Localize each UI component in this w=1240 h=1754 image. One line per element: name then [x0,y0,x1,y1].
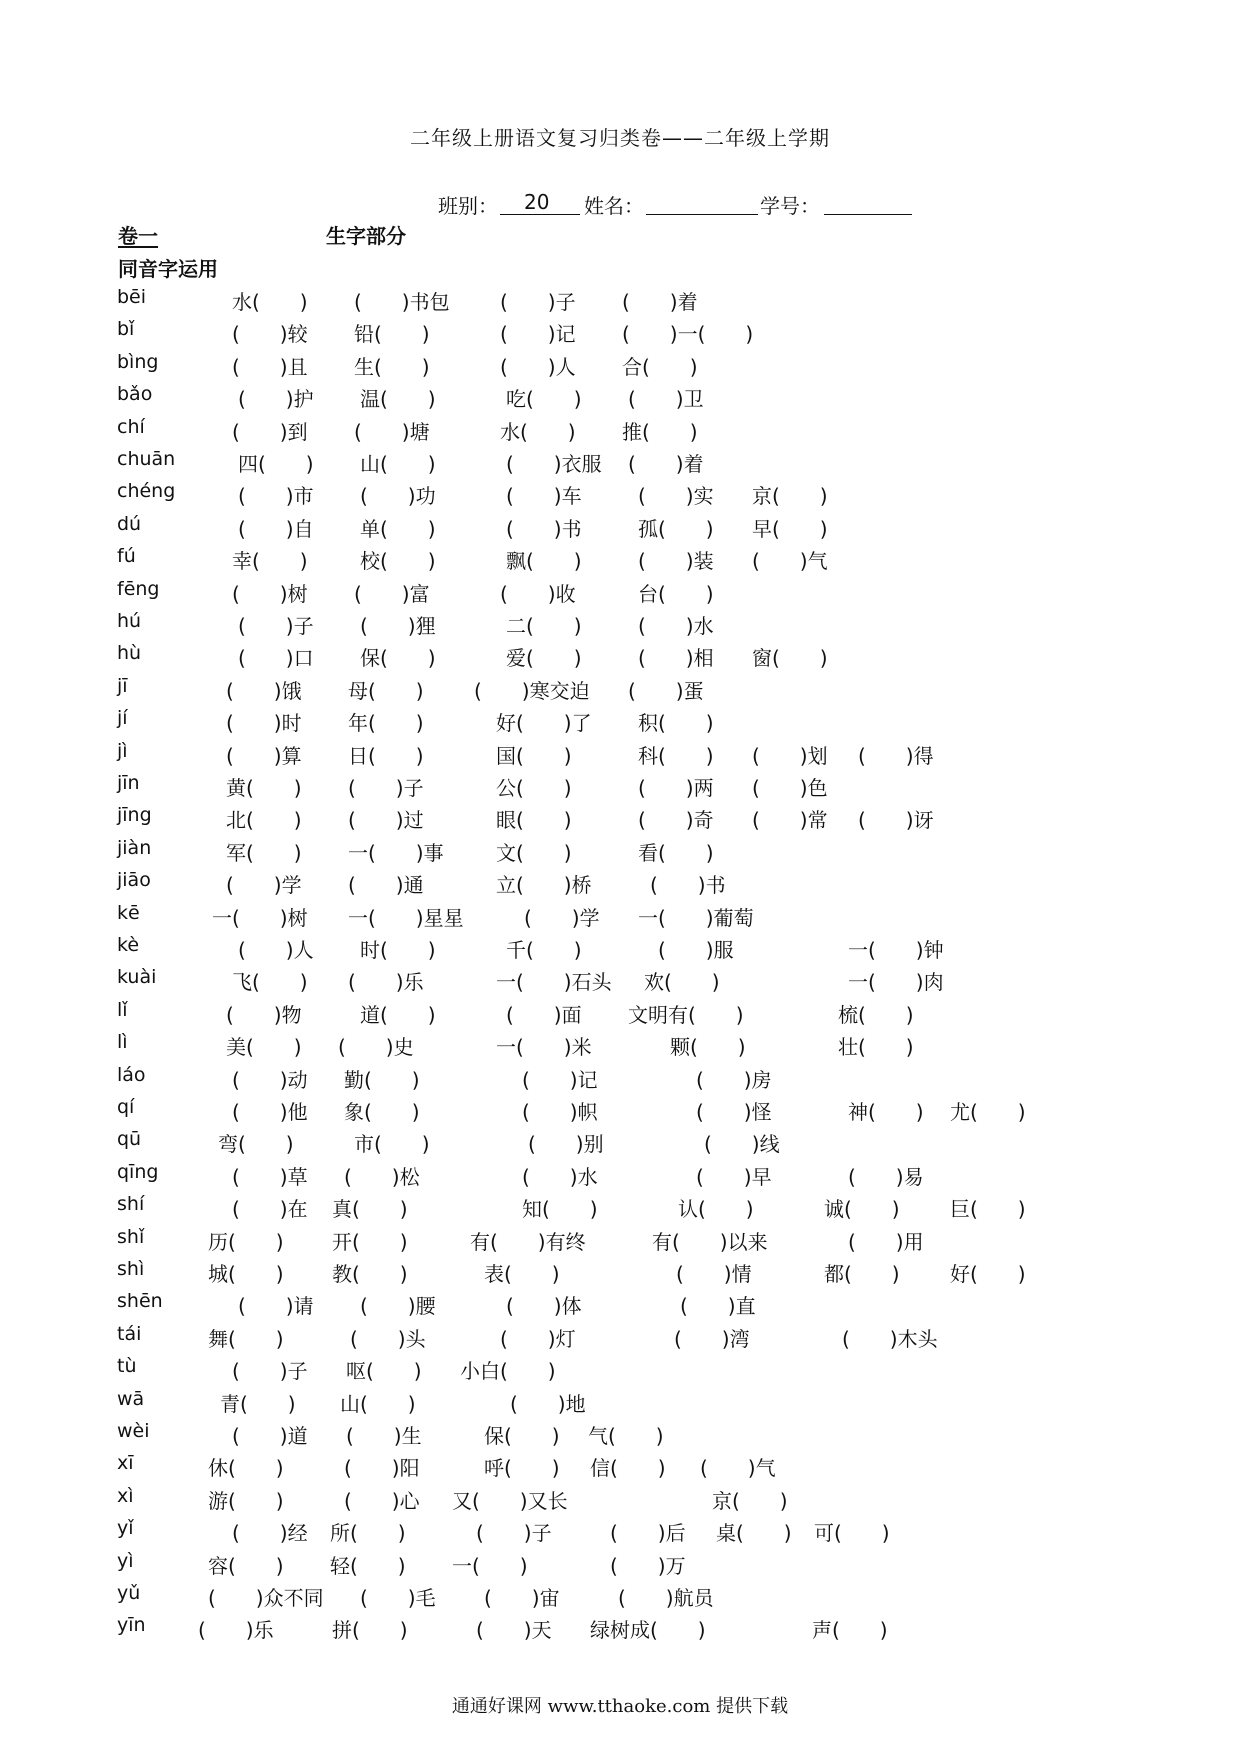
pinyin-label: chéng [117,480,176,503]
fill-blank-item[interactable]: ( )奇 [638,808,714,833]
fill-blank-item[interactable]: 认( ) [678,1197,754,1222]
fill-blank-item[interactable]: ( )相 [638,646,714,671]
fill-blank-item[interactable]: ( )护 [238,387,314,412]
homophone-row [0,1128,1240,1158]
fill-blank-item[interactable]: 诚( ) [824,1197,900,1222]
fill-blank-item[interactable]: 又( )又长 [452,1488,568,1513]
fill-blank-item[interactable]: 真( ) [332,1197,408,1222]
fill-blank-item[interactable]: 京( ) [752,484,828,509]
homophone-row [0,642,1240,672]
fill-blank-item[interactable]: 有( )有终 [470,1229,586,1254]
fill-blank-item[interactable]: 舞( ) [208,1326,284,1351]
fill-blank-item[interactable]: 公( ) [496,776,572,800]
homophone-row [0,675,1240,705]
fill-blank-item[interactable]: ( )面 [506,1002,582,1027]
homophone-row [0,999,1240,1029]
fill-blank-item[interactable]: ( )书 [506,516,582,541]
fill-blank-item[interactable]: 幸( ) [232,549,308,574]
fill-blank-item[interactable]: ( )万 [610,1553,686,1578]
fill-blank-item[interactable]: 时( ) [360,938,436,962]
fill-blank-item[interactable]: 母( ) [348,678,424,703]
fill-blank-item[interactable]: 国( ) [496,743,572,768]
homophone-row [0,1485,1240,1515]
fill-blank-item[interactable]: ( )人 [500,354,576,379]
fill-blank-item[interactable]: 一( )星星 [348,905,464,930]
fill-blank-item[interactable]: 道( ) [360,1002,436,1027]
section-title: 生字部分 [326,226,406,248]
fill-blank-item[interactable]: 尤( ) [950,1100,1026,1124]
pinyin-label: jiàn [117,836,152,859]
fill-blank-item[interactable]: ( )学 [524,905,600,930]
class-value: 20 [524,190,550,214]
fill-blank-item[interactable]: ( )人 [238,938,314,962]
pinyin-label: lì [117,1031,128,1054]
fill-blank-item[interactable]: 水( ) [232,290,308,314]
fill-blank-item[interactable]: 北( ) [226,808,302,833]
fill-blank-item[interactable]: ( )早 [696,1164,772,1189]
fill-blank-item[interactable]: 窗( ) [752,646,828,671]
fill-blank-item[interactable]: ( )子 [500,290,576,314]
fill-blank-item[interactable]: ( )帜 [522,1100,598,1124]
homophone-row [0,416,1240,446]
fill-blank-item[interactable]: 绿树成( ) [590,1618,706,1643]
fill-blank-item[interactable]: 一( )石头 [496,970,612,995]
fill-blank-item[interactable]: ( )房 [696,1067,772,1092]
fill-blank-item[interactable]: ( )用 [848,1229,924,1254]
fill-blank-item[interactable]: ( )饿 [226,678,302,703]
homophone-row [0,286,1240,316]
homophone-row [0,804,1240,834]
fill-blank-item[interactable]: 教( ) [332,1262,408,1286]
fill-blank-item[interactable]: ( )算 [226,743,302,768]
fill-blank-item[interactable]: ( )富 [354,581,430,606]
fill-blank-item[interactable]: ( )动 [232,1067,308,1092]
fill-blank-item[interactable]: 城( ) [208,1262,284,1286]
pinyin-label: bǐ [117,318,135,341]
homophone-row [0,837,1240,867]
fill-blank-item[interactable]: ( )宙 [484,1586,560,1610]
fill-blank-item[interactable]: 梳( ) [838,1002,914,1027]
fill-blank-item[interactable]: ( )功 [360,484,436,509]
pinyin-label: láo [117,1063,146,1086]
pinyin-label: kē [117,901,140,924]
fill-blank-item[interactable]: 呕( ) [346,1359,422,1384]
pinyin-label: jí [117,707,128,730]
homophone-row [0,1193,1240,1223]
homophone-row [0,1226,1240,1256]
fill-blank-item[interactable]: ( )较 [232,322,308,347]
fill-blank-item[interactable]: 文( ) [496,840,572,865]
fill-blank-item[interactable]: 积( ) [638,711,714,736]
fill-blank-item[interactable]: 军( ) [226,840,302,865]
homophone-row [0,1582,1240,1612]
pinyin-label: fú [117,545,136,568]
homophone-row [0,1031,1240,1061]
fill-blank-item[interactable]: ( )毛 [360,1586,436,1610]
fill-blank-item[interactable]: ( )道 [232,1424,308,1448]
pinyin-label: tái [117,1322,142,1345]
fill-blank-item[interactable]: 知( ) [522,1197,598,1222]
pinyin-label: jī [117,674,128,697]
fill-blank-item[interactable]: 黄( ) [226,776,302,800]
pinyin-label: wèi [117,1420,150,1442]
fill-blank-item[interactable]: ( )到 [232,419,308,444]
fill-blank-item[interactable]: 神( ) [848,1100,924,1124]
fill-blank-item[interactable]: 吃( ) [506,387,582,412]
fill-blank-item[interactable]: 年( ) [348,711,424,736]
homophone-row [0,740,1240,770]
fill-blank-item[interactable]: ( )物 [226,1002,302,1027]
pinyin-label: hú [117,610,142,632]
homophone-row [0,610,1240,640]
pinyin-label: bìng [117,350,159,373]
fill-blank-item[interactable]: ( )史 [338,1035,414,1060]
fill-blank-item[interactable]: 一( )事 [348,840,444,865]
pinyin-label: qí [117,1096,135,1118]
fill-blank-item[interactable]: ( )书 [650,873,726,898]
fill-blank-item[interactable]: ( )后 [610,1521,686,1546]
fill-blank-item[interactable]: ( )别 [528,1132,604,1157]
fill-blank-item[interactable]: ( )通 [348,873,424,898]
fill-blank-item[interactable]: 小白( ) [460,1359,556,1384]
fill-blank-item[interactable]: 文明有( ) [628,1002,744,1027]
fill-blank-item[interactable]: ( )水 [522,1164,598,1189]
pinyin-label: jīng [117,804,152,827]
fill-blank-item[interactable]: ( )狸 [360,614,436,638]
fill-blank-item[interactable]: ( )子 [232,1359,308,1384]
homophone-row [0,545,1240,575]
fill-blank-item[interactable]: 桌( ) [716,1521,792,1546]
class-label: 班别： [438,194,498,218]
fill-blank-item[interactable]: ( )子 [238,614,314,638]
homophone-row [0,383,1240,413]
pinyin-label: jì [117,739,128,762]
homophone-row [0,1550,1240,1580]
fill-blank-item[interactable]: 轻( ) [330,1553,406,1578]
pinyin-label: jīn [117,772,140,794]
name-label: 姓名： [584,194,644,218]
pinyin-label: kè [117,934,140,956]
fill-blank-item[interactable]: ( )划 [752,743,828,768]
fill-blank-item[interactable]: 生( ) [354,354,430,379]
fill-blank-item[interactable]: ( )记 [522,1067,598,1092]
fill-blank-item[interactable]: ( )车 [506,484,582,509]
name-underline[interactable] [646,214,758,215]
fill-blank-item[interactable]: 二( ) [506,614,582,638]
fill-blank-item[interactable]: 一( ) [452,1553,528,1578]
fill-blank-item[interactable]: 一( )树 [212,905,308,930]
fill-blank-item[interactable]: ( )请 [238,1294,314,1319]
fill-blank-item[interactable]: 眼( ) [496,808,572,833]
fill-blank-item[interactable]: ( )口 [238,646,314,671]
pinyin-label: shēn [117,1290,163,1313]
fill-blank-item[interactable]: ( )木头 [842,1326,938,1351]
fill-blank-item[interactable]: 所( ) [330,1521,406,1546]
fill-blank-item[interactable]: ( )他 [232,1100,308,1124]
fill-blank-item[interactable]: 温( ) [360,387,436,412]
fill-blank-item[interactable]: 合( ) [622,354,698,379]
fill-blank-item[interactable]: 飘( ) [506,549,582,574]
fill-blank-item[interactable]: ( )讶 [858,808,934,833]
fill-blank-item[interactable]: ( )头 [350,1326,426,1351]
fill-blank-item[interactable]: 表( ) [484,1262,560,1286]
fill-blank-item[interactable]: 都( ) [824,1262,900,1286]
fill-blank-item[interactable]: 单( ) [360,516,436,541]
volume-label: 卷一 [118,226,158,248]
homophone-row [0,1452,1240,1482]
fill-blank-item[interactable]: ( )生 [346,1424,422,1448]
id-underline[interactable] [824,214,912,215]
homophone-row [0,1323,1240,1353]
fill-blank-item[interactable]: ( )一( ) [622,322,754,347]
pinyin-label: lǐ [117,998,128,1021]
fill-blank-item[interactable]: 千( ) [506,938,582,962]
fill-blank-item[interactable]: ( )阳 [344,1456,420,1481]
fill-blank-item[interactable]: ( )记 [500,322,576,347]
fill-blank-item[interactable]: ( )得 [858,743,934,768]
fill-blank-item[interactable]: ( )学 [226,873,302,898]
fill-blank-item[interactable]: ( )子 [476,1521,552,1546]
fill-blank-item[interactable]: 好( ) [950,1262,1026,1286]
fill-blank-item[interactable]: 早( ) [752,516,828,541]
homophone-row [0,934,1240,964]
fill-blank-item[interactable]: 孤( ) [638,516,714,541]
class-underline [500,214,580,215]
fill-blank-item[interactable]: ( )湾 [674,1326,750,1351]
fill-blank-item[interactable]: 一( )钟 [848,938,944,962]
pinyin-label: qū [117,1128,142,1151]
pinyin-label: chí [117,415,145,438]
homophone-row [0,966,1240,996]
pinyin-label: shì [117,1258,145,1280]
subheading: 同音字运用 [118,259,218,281]
fill-blank-item[interactable]: 好( )了 [496,711,592,736]
pinyin-label: tù [117,1355,137,1378]
fill-blank-item[interactable]: ( )直 [680,1294,756,1319]
fill-blank-item[interactable]: ( )书包 [354,290,450,314]
pinyin-label: xī [117,1452,134,1475]
fill-blank-item[interactable]: ( )灯 [500,1326,576,1351]
fill-blank-item[interactable]: ( )心 [344,1488,420,1513]
fill-blank-item[interactable]: 市( ) [354,1132,430,1157]
fill-blank-item[interactable]: ( )水 [638,614,714,638]
fill-blank-item[interactable]: ( )子 [348,776,424,800]
fill-blank-item[interactable]: 青( ) [220,1391,296,1416]
fill-blank-item[interactable]: 保( ) [360,646,436,671]
fill-blank-item[interactable]: ( )怪 [696,1100,772,1124]
fill-blank-item[interactable]: 气( ) [588,1424,664,1448]
homophone-row [0,1388,1240,1418]
fill-blank-item[interactable]: 日( ) [348,743,424,768]
fill-blank-item[interactable]: 爱( ) [506,646,582,671]
fill-blank-item[interactable]: ( )收 [500,581,576,606]
fill-blank-item[interactable]: 一( )葡萄 [638,905,754,930]
fill-blank-item[interactable]: 可( ) [814,1521,890,1546]
pinyin-label: shǐ [117,1225,145,1248]
fill-blank-item[interactable]: ( )衣服 [506,452,602,476]
fill-blank-item[interactable]: ( )气 [752,549,828,574]
fill-blank-item[interactable]: 推( ) [622,419,698,444]
fill-blank-item[interactable]: ( )色 [752,776,828,800]
homophone-row [0,513,1240,543]
fill-blank-item[interactable]: 立( )桥 [496,873,592,898]
fill-blank-item[interactable]: 科( ) [638,743,714,768]
homophone-row [0,318,1240,348]
id-label: 学号： [760,194,820,218]
pinyin-label: hù [117,642,142,665]
homophone-row [0,480,1240,510]
homophone-row [0,869,1240,899]
fill-blank-item[interactable]: ( )服 [658,938,734,962]
fill-blank-item[interactable]: ( )众不同 [208,1586,324,1610]
fill-blank-item[interactable]: 有( )以来 [652,1229,768,1254]
fill-blank-item[interactable]: ( )常 [752,808,828,833]
fill-blank-item[interactable]: 信( ) [590,1456,666,1481]
fill-blank-item[interactable]: ( )体 [506,1294,582,1319]
fill-blank-item[interactable]: ( )航员 [618,1586,714,1610]
fill-blank-item[interactable]: ( )市 [238,484,314,509]
pinyin-label: kuài [117,966,157,989]
fill-blank-item[interactable]: ( )情 [676,1262,752,1286]
fill-blank-item[interactable]: ( )松 [344,1164,420,1189]
homophone-row [0,902,1240,932]
homophone-row [0,1355,1240,1385]
fill-blank-item[interactable]: 看( ) [638,840,714,865]
pinyin-label: xì [117,1484,134,1507]
fill-blank-item[interactable]: ( )气 [700,1456,776,1481]
pinyin-label: yì [117,1549,134,1572]
fill-blank-item[interactable]: 容( ) [208,1553,284,1578]
fill-blank-item[interactable]: ( )寒交迫 [474,678,590,703]
fill-blank-item[interactable]: ( )蛋 [628,678,704,703]
fill-blank-item[interactable]: ( )线 [704,1132,780,1157]
fill-blank-item[interactable]: ( )地 [510,1391,586,1416]
fill-blank-item[interactable]: 飞( ) [232,970,308,995]
homophone-row [0,578,1240,608]
pinyin-label: bǎo [117,383,153,406]
fill-blank-item[interactable]: 呼( ) [484,1456,560,1481]
fill-blank-item[interactable]: ( )着 [622,290,698,314]
fill-blank-item[interactable]: 山( ) [360,452,436,476]
fill-blank-item[interactable]: 美( ) [226,1035,302,1060]
fill-blank-item[interactable]: ( )卫 [628,387,704,412]
fill-blank-item[interactable]: ( )装 [638,549,714,574]
fill-blank-item[interactable]: ( )且 [232,354,308,379]
pinyin-label: chuān [117,448,176,470]
fill-blank-item[interactable]: 声( ) [812,1618,888,1643]
fill-blank-item[interactable]: ( )塘 [354,419,430,444]
fill-blank-item[interactable]: ( )两 [638,776,714,800]
pinyin-label: yīn [117,1614,146,1637]
homophone-row [0,351,1240,381]
fill-blank-item[interactable]: 勤( ) [344,1067,420,1092]
fill-blank-item[interactable]: ( )着 [628,452,704,476]
fill-blank-item[interactable]: 颗( ) [670,1035,746,1060]
homophone-row [0,1614,1240,1644]
fill-blank-item[interactable]: ( )自 [238,516,314,541]
fill-blank-item[interactable]: ( )过 [348,808,424,833]
homophone-row [0,772,1240,802]
homophone-row [0,1161,1240,1191]
fill-blank-item[interactable]: ( )实 [638,484,714,509]
fill-blank-item[interactable]: 历( ) [208,1229,284,1254]
fill-blank-item[interactable]: 水( ) [500,419,576,444]
fill-blank-item[interactable]: ( )乐 [198,1618,274,1643]
fill-blank-item[interactable]: 台( ) [638,581,714,606]
pinyin-label: shí [117,1193,145,1216]
homophone-row [0,1064,1240,1094]
fill-blank-item[interactable]: 拼( ) [332,1618,408,1643]
homophone-row [0,448,1240,478]
fill-blank-item[interactable]: ( )在 [232,1197,308,1222]
homophone-row [0,707,1240,737]
homophone-row [0,1258,1240,1288]
fill-blank-item[interactable]: ( )经 [232,1521,308,1546]
pinyin-label: dú [117,512,142,535]
fill-blank-item[interactable]: ( )草 [232,1164,308,1189]
fill-blank-item[interactable]: ( )易 [848,1164,924,1189]
fill-blank-item[interactable]: 欢( ) [644,970,720,995]
fill-blank-item[interactable]: ( )天 [476,1618,552,1643]
fill-blank-item[interactable]: 校( ) [360,549,436,574]
pinyin-label: bēi [117,286,147,308]
fill-blank-item[interactable]: 开( ) [332,1229,408,1254]
pinyin-label: jiāo [117,869,151,892]
homophone-row [0,1290,1240,1320]
pinyin-label: yǔ [117,1582,141,1604]
fill-blank-item[interactable]: 休( ) [208,1456,284,1481]
fill-blank-item[interactable]: 一( )米 [496,1035,592,1060]
pinyin-label: yǐ [117,1517,134,1540]
fill-blank-item[interactable]: ( )时 [226,711,302,736]
fill-blank-item[interactable]: 保( ) [484,1424,560,1448]
fill-blank-item[interactable]: ( )腰 [360,1294,436,1319]
pinyin-label: fēng [117,577,160,600]
fill-blank-item[interactable]: 壮( ) [838,1035,914,1060]
fill-blank-item[interactable]: 四( ) [238,452,314,476]
fill-blank-item[interactable]: 铅( ) [354,322,430,347]
footer-credit: 通通好课网 www.tthaoke.com 提供下载 [451,1696,789,1717]
fill-blank-item[interactable]: 一( )肉 [848,970,944,995]
homophone-row [0,1096,1240,1126]
pinyin-label: wā [117,1387,145,1410]
fill-blank-item[interactable]: 弯( ) [218,1132,294,1157]
homophone-row [0,1420,1240,1450]
page-title: 二年级上册语文复习归类卷——二年级上学期 [410,126,830,150]
fill-blank-item[interactable]: ( )乐 [348,970,424,995]
pinyin-label: qīng [117,1160,159,1183]
homophone-row [0,1517,1240,1547]
fill-blank-item[interactable]: 象( ) [344,1100,420,1124]
fill-blank-item[interactable]: ( )树 [232,581,308,606]
fill-blank-item[interactable]: 山( ) [340,1391,416,1416]
fill-blank-item[interactable]: 游( ) [208,1488,284,1513]
fill-blank-item[interactable]: 京( ) [712,1488,788,1513]
fill-blank-item[interactable]: 巨( ) [950,1197,1026,1222]
